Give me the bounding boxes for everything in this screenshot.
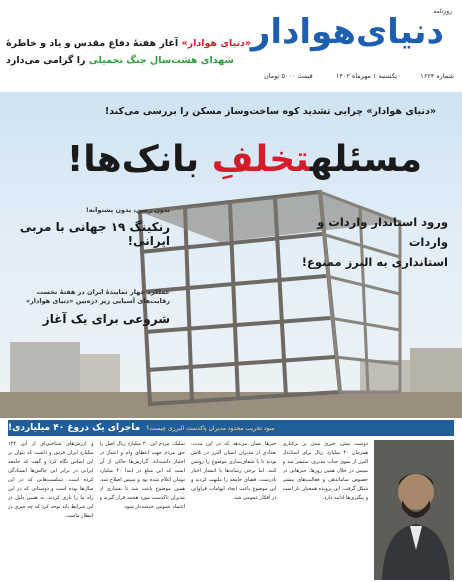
band-kicker: سود تخریب محدود مدیران پاکدست البرزی چیست؟ bbox=[146, 424, 275, 432]
main-photo-section bbox=[0, 92, 462, 418]
article-column-1: و ارزش‌های شناختی‌ای از این ۱۲۴ میلیارد ایران فرش و داشت که بتوان بر این اساس نگاه کرد و گفت که جامعه ایرانی در برابر این چالش‌ها ایستادگی کرده است. شکست‌هایی که در این سال‌ها بوده است و دوستانی که در این راه ما را یاری کردند. به همین دلیل در این شرایط باید توجه کرد که چه چیزی در انتظار ماست. bbox=[8, 441, 94, 519]
person-portrait-icon bbox=[374, 440, 454, 580]
masthead bbox=[0, 0, 462, 92]
right-teaser-line-2: استانداری به البرز ممنوع! bbox=[301, 255, 448, 269]
band-title: ماجرای یک دروغ ۴۰ میلیاردی! bbox=[8, 423, 141, 433]
issue-date: یکشنبه ۱ مهرماه ۱۴۰۲ bbox=[335, 72, 398, 80]
main-kicker: «دنیای هوادار» چرایی تشدید کوه ساخت‌وساز مسکن را بررسی می‌کند! bbox=[104, 106, 436, 117]
head-story-2[interactable] bbox=[6, 55, 264, 66]
headline-accent: تخلفِ bbox=[211, 139, 310, 180]
story-band[interactable] bbox=[8, 420, 454, 436]
logo-text: دنیای‌هوادار bbox=[250, 12, 444, 52]
left-teasers bbox=[10, 206, 170, 326]
right-teaser-line-1: ورود استاندار واردات و واردات bbox=[317, 215, 448, 249]
article-column-3: خبرها نشان می‌دهد که در این مدت، تعدادی از مدیران استان البرز در تلاش بودند تا با شفاف‌سازی موضوع را روشن کنند. اما برخی رسانه‌ها با انتشار اخبار نادرست، فضای جامعه را ملتهب کردند و این موضوع باعث ایجاد ابهامات فراوانی در افکار عمومی شد. bbox=[191, 441, 277, 501]
left-teaser-2-kicker: عملکرد چهار نمایندهٔ ایران در هفتهٔ نخست رقابت‌های آسیایی زیر ذره‌بین «دنیای هوادار» bbox=[25, 288, 170, 305]
head-story-1[interactable] bbox=[6, 38, 264, 49]
headline-part-b: بانک‌ها! bbox=[66, 139, 212, 180]
left-teaser-1-title[interactable]: رنکینگ ۱۹ جهانی با مربی ایرانی! bbox=[19, 220, 170, 248]
left-teaser-2-title[interactable]: شروعی برای یک آغاز bbox=[42, 312, 170, 326]
issue-number: شماره ۱۶۲۴ bbox=[420, 72, 454, 80]
head-story-1-text: آغاز هفتهٔ دفاع مقدس و یاد و خاطرهٔ bbox=[6, 38, 182, 49]
main-headline[interactable] bbox=[67, 138, 422, 182]
article-column-2: تملیک: مردم این ۴۰ میلیارد ریال اصل را حق مردم جهت اعطای وام و اعتبار در اختیار داشته‌اند. گزارش‌ها حاکی از آن است که این مبلغ در ابتدا ۴۰ میلیارد تومان اعلام شده بود و سپس اصلاح شد. همین موضوع باعث شد تا بسیاری از مدیران پاکدست مورد هجمه قرار گیرند و اعتماد عمومی خدشه‌دار شود. bbox=[99, 441, 185, 510]
newspaper-logo[interactable] bbox=[250, 6, 454, 64]
headline-part-a: مسئله bbox=[309, 139, 422, 180]
left-teaser-1-kicker: بدون رسن، بدون پشتوانه! bbox=[85, 206, 170, 214]
author-photo bbox=[374, 440, 454, 580]
head-story-2-accent: شهدای هشت‌سال جنگ تحمیلی bbox=[88, 55, 234, 66]
head-stories bbox=[6, 38, 264, 66]
right-teaser[interactable] bbox=[288, 212, 448, 272]
logo-prelabel: روزنامه bbox=[433, 8, 452, 15]
head-story-1-accent: «دنیای هوادار» bbox=[181, 38, 252, 49]
article-columns bbox=[8, 440, 454, 580]
issue-price: قیمت ۵۰۰۰ تومان bbox=[264, 72, 313, 80]
head-story-2-text: را گرامی می‌دارد bbox=[6, 55, 89, 66]
article-column-4: دوست پیش، خبری مبنی بر برکناری همزمان ۴۰ میلیارد ریال برای استاندار البرز از سوی جناب مدیری، منتشر شد و سپس در خلال همین روزها، خبرهایی در خصوص ساماندهی و فعالیت‌های بیشتر شکل گرفت. این پرونده همچنان باز است و پیگیری‌ها ادامه دارد. bbox=[282, 441, 368, 501]
issue-meta bbox=[264, 72, 454, 80]
